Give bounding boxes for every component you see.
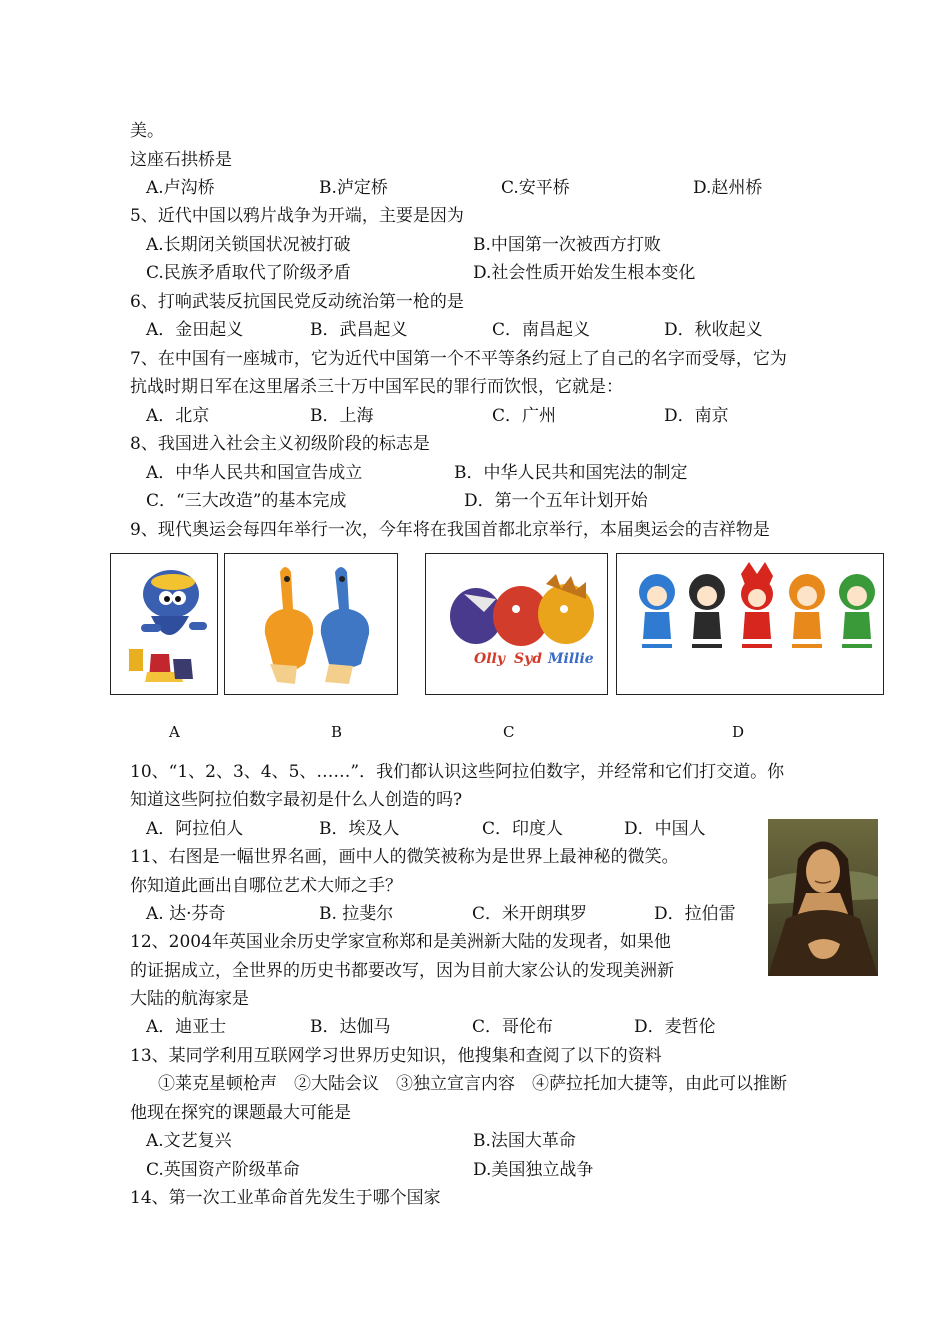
option-a: A．迪亚士 — [146, 1017, 227, 1037]
mascot-label-d: D — [732, 723, 745, 741]
mascot-name-millie: Millie — [548, 651, 594, 667]
question-12-stem-line-2: 的证据成立，全世界的历史书都要改写，因为目前大家公认的发现美洲新 — [130, 961, 674, 981]
option-b: B.泸定桥 — [319, 178, 388, 198]
mascot-image-d — [616, 553, 884, 695]
question-13-stem-line-1: 13、某同学利用互联网学习世界历史知识，他搜集和查阅了以下的资料 — [130, 1046, 662, 1066]
option-b: B．埃及人 — [319, 819, 400, 839]
option-b: B．中华人民共和国宪法的制定 — [454, 463, 688, 483]
option-d: D．第一个五年计划开始 — [464, 491, 648, 511]
mona-lisa-painting — [768, 819, 878, 976]
option-a: A．中华人民共和国宣告成立 — [146, 463, 363, 483]
option-d: D．拉伯雷 — [654, 904, 736, 924]
portrait-icon — [768, 819, 878, 976]
question-10-stem-line-2: 知道这些阿拉伯数字最初是什么人创造的吗? — [130, 790, 463, 810]
option-b: B. 拉斐尔 — [319, 904, 394, 924]
option-d: D.美国独立战争 — [473, 1160, 594, 1180]
option-a: A.文艺复兴 — [146, 1131, 232, 1151]
option-d: D．麦哲伦 — [634, 1017, 716, 1037]
option-d: D．秋收起义 — [664, 320, 763, 340]
option-a: A. 达·芬奇 — [146, 904, 226, 924]
option-a: A．金田起义 — [146, 320, 244, 340]
option-d: D．南京 — [664, 406, 729, 426]
option-a: A．阿拉伯人 — [146, 819, 244, 839]
continued-text: 美。 — [130, 121, 164, 141]
option-b: B.法国大革命 — [473, 1131, 576, 1151]
option-b: B．达伽马 — [310, 1017, 391, 1037]
question-7-stem-line-1: 7、在中国有一座城市，它为近代中国第一个不平等条约冠上了自己的名字而受辱，它为 — [130, 349, 787, 369]
option-d: D.赵州桥 — [693, 178, 763, 198]
fuwa-mascots-icon — [617, 554, 882, 693]
option-d: D.社会性质开始发生根本变化 — [473, 263, 696, 283]
question-12-stem-line-3: 大陆的航海家是 — [130, 989, 249, 1009]
option-c: C．印度人 — [482, 819, 564, 839]
option-a: A．北京 — [146, 406, 210, 426]
option-a: A.长期闭关锁国状况被打破 — [146, 235, 351, 255]
olly-syd-millie-mascot-icon — [426, 554, 606, 693]
option-c: C．南昌起义 — [492, 320, 591, 340]
question-11-stem-line-2: 你知道此画出自哪位艺术大师之手？ — [130, 876, 402, 896]
question-9-stem: 9、现代奥运会每四年举行一次，今年将在我国首都北京举行，本届奥运会的吉祥物是 — [130, 520, 770, 540]
option-c: C．米开朗琪罗 — [472, 904, 588, 924]
question-5-stem: 5、近代中国以鸦片战争为开端，主要是因为 — [130, 206, 464, 226]
izzy-mascot-icon — [111, 554, 216, 693]
option-c: C.民族矛盾取代了阶级矛盾 — [146, 263, 351, 283]
option-b: B．武昌起义 — [310, 320, 408, 340]
question-6-stem: 6、打响武装反抗国民党反动统治第一枪的是 — [130, 292, 464, 312]
option-b: B．上海 — [310, 406, 374, 426]
question-11-stem-line-1: 11、右图是一幅世界名画，画中人的微笑被称为是世界上最神秘的微笑。 — [130, 847, 679, 867]
question-14-stem: 14、第一次工业革命首先发生于哪个国家 — [130, 1188, 441, 1208]
athena-phevos-mascot-icon — [225, 554, 396, 693]
question-13-materials: ①莱克星顿枪声 ②大陆会议 ③独立宣言内容 ④萨拉托加大捷等，由此可以推断 — [158, 1074, 787, 1094]
option-c: C．广州 — [492, 406, 557, 426]
question-10-stem-line-1: 10、“1、2、3、4、5、……”．我们都认识这些阿拉伯数字，并经常和它们打交道。你 — [130, 762, 785, 782]
question-8-stem: 8、我国进入社会主义初级阶段的标志是 — [130, 434, 430, 454]
option-c: C．哥伦布 — [472, 1017, 554, 1037]
mascot-label-a: A — [169, 723, 180, 741]
mascot-label-c: C — [503, 723, 515, 741]
option-c: C．“三大改造”的基本完成 — [146, 491, 347, 511]
option-b: B.中国第一次被西方打败 — [473, 235, 661, 255]
mascot-image-a — [110, 553, 218, 695]
option-a: A.卢沟桥 — [146, 178, 215, 198]
mascot-label-b: B — [331, 723, 343, 741]
option-c: C.英国资产阶级革命 — [146, 1160, 300, 1180]
mascot-image-c — [425, 553, 608, 695]
question-12-stem-line-1: 12、2004年英国业余历史学家宣称郑和是美洲新大陆的发现者，如果他 — [130, 932, 671, 952]
question-13-stem-line-3: 他现在探究的课题最大可能是 — [130, 1103, 351, 1123]
question-7-stem-line-2: 抗战时期日军在这里屠杀三十万中国军民的罪行而饮恨，它就是： — [130, 377, 623, 397]
mascot-image-b — [224, 553, 398, 695]
mascot-name-syd: Syd — [514, 651, 543, 667]
option-c: C.安平桥 — [501, 178, 570, 198]
mascot-name-olly: Olly — [474, 651, 505, 667]
question-4-stem: 这座石拱桥是 — [130, 150, 232, 170]
option-d: D．中国人 — [624, 819, 706, 839]
